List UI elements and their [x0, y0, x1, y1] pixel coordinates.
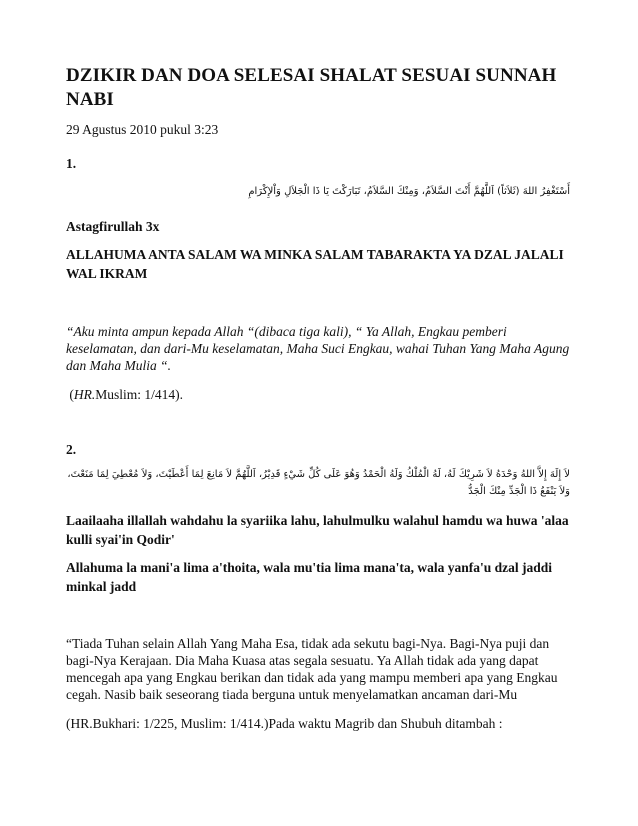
section-2-number: 2.: [66, 442, 77, 457]
section-1-reference-source: Muslim: 1/414).: [95, 387, 184, 402]
section-1-translation: “Aku minta ampun kepada Allah “(dibaca tiga kali), “ Ya Allah, Engkau pemberi keselamatan, dan dari-Mu keselamatan, Maha Suci Engkau, wahai Tuhan Yang Maha Agung dan Maha Mulia “.: [66, 324, 570, 373]
section-2-latin-2: Allahuma la mani'a lima a'thoita, wala mu'tia lima mana'ta, wala yanfa'u dzal jaddi minkal jadd: [66, 560, 553, 594]
section-2-arabic-line-1: لاَ إِلَهَ إِلاَّ اللهُ وَحْدَهُ لاَ شَرِيْكَ لَهُ، لَهُ الْمُلْكُ وَلَهُ الْحَمْدُ وَهُوَ عَلَى كُلِّ شَيْءٍ قَدِيْرُ، اَللَّهُمَّ لاَ مَانِعَ لِمَا أَعْطَيْتَ، وَلاَ مُعْطِيَ لِمَا مَنَعْتَ،: [67, 469, 570, 480]
section-2-latin-1: Laailaaha illallah wahdahu la syariika lahu, lahulmulku walahul hamdu wa huwa 'alaa kulli syai'in Qodir': [66, 513, 569, 547]
section-1-latin-2: ALLAHUMA ANTA SALAM WA MINKA SALAM TABARAKTA YA DZAL JALALI WAL IKRAM: [66, 247, 564, 281]
section-1-reference-hr: HR.: [73, 387, 96, 402]
section-1-arabic: أَسْتَغْفِرُ اللهَ (ثَلاَثاً) اَللَّهُمَّ أَنْتَ السَّلاَمُ، وَمِنْكَ السَّلاَمُ، تَبَارَكْتَ يَا ذَا الْجَلاَلِ وَاْلإِكْرَامِ: [248, 186, 570, 197]
section-2-arabic-line-2: وَلاَ يَنْفَعُ ذَا الْجَدِّ مِنْكَ الْجَدُّ: [468, 486, 570, 497]
section-1-reference: (HR.Muslim: 1/414).: [66, 387, 184, 402]
section-2-reference: (HR.Bukhari: 1/225, Muslim: 1/414.)Pada waktu Magrib dan Shubuh ditambah :: [66, 716, 503, 731]
document-page: [66, 64, 570, 732]
section-1-latin-1: Astagfirullah 3x: [66, 219, 160, 234]
section-1-number: 1.: [66, 156, 77, 171]
page-title: DZIKIR DAN DOA SELESAI SHALAT SESUAI SUNNAH NABI: [66, 65, 557, 110]
post-date: 29 Agustus 2010 pukul 3:23: [66, 122, 219, 137]
section-2-translation: “Tiada Tuhan selain Allah Yang Maha Esa, tidak ada sekutu bagi-Nya. Bagi-Nya puji dan bagi-Nya Kerajaan. Dia Maha Kuasa atas segala sesuatu. Ya Allah tidak ada yang dapat mencegah apa yang Engkau berikan dan tidak ada yang mampu memberi apa yang Engkau cegah. Nasib baik seseorang tiada berguna untuk menyelamatkan ancaman dari-Mu: [66, 636, 558, 702]
